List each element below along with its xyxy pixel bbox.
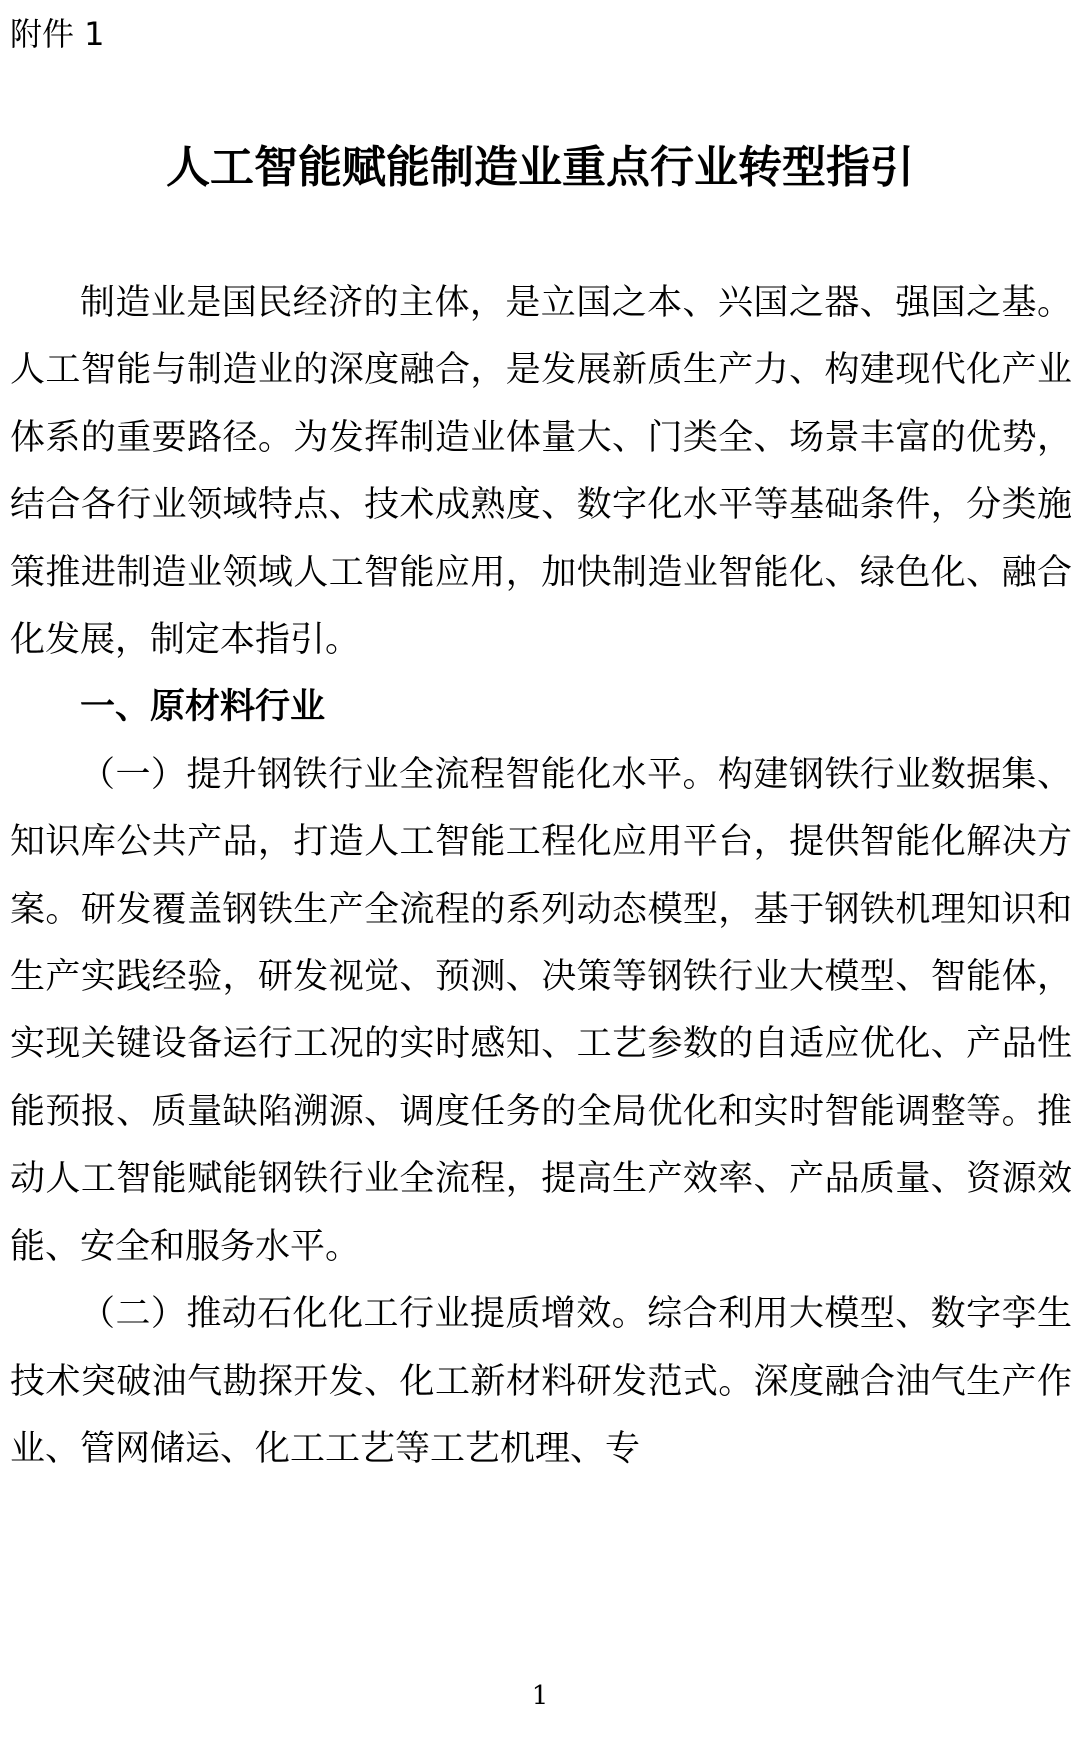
section-heading-raw-materials: 一、原材料行业 (80, 687, 326, 728)
document-title: 人工智能赋能制造业重点行业转型指引 (166, 142, 914, 193)
document-body (10, 270, 1072, 1483)
item-text-petrochemical: 综合利用大模型、数字孪生技术突破油气勘探开发、化工新材料研发范式。深度融合油气生产作业、管网储运、化工工艺等工艺机理、专 (10, 1294, 1072, 1469)
item-lead-petrochemical: （二）推动石化化工行业提质增效。 (80, 1294, 648, 1335)
item-lead-steel: （一）提升钢铁行业全流程智能化水平。 (80, 754, 718, 795)
item-paragraph-steel (10, 742, 1072, 1281)
intro-paragraph: 制造业是国民经济的主体，是立国之本、兴国之器、强国之基。人工智能与制造业的深度融合，是发展新质生产力、构建现代化产业体系的重要路径。为发挥制造业体量大、门类全、场景丰富的优势，结合各行业领域特点、技术成熟度、数字化水平等基础条件，分类施策推进制造业领域人工智能应用，加快制造业智能化、绿色化、融合化发展，制定本指引。 (10, 283, 1072, 661)
item-paragraph-petrochemical (10, 1281, 1072, 1483)
page-number: 1 (531, 1681, 549, 1711)
attachment-label: 附件 1 (10, 15, 105, 53)
item-text-steel: 构建钢铁行业数据集、知识库公共产品，打造人工智能工程化应用平台，提供智能化解决方案。研发覆盖钢铁生产全流程的系列动态模型，基于钢铁机理知识和生产实践经验，研发视觉、预测、决策等钢铁行业大模型、智能体，实现关键设备运行工况的实时感知、工艺参数的自适应优化、产品性能预报、质量缺陷溯源、调度任务的全局优化和实时智能调整等。推动人工智能赋能钢铁行业全流程，提高生产效率、产品质量、资源效能、安全和服务水平。 (10, 754, 1072, 1267)
